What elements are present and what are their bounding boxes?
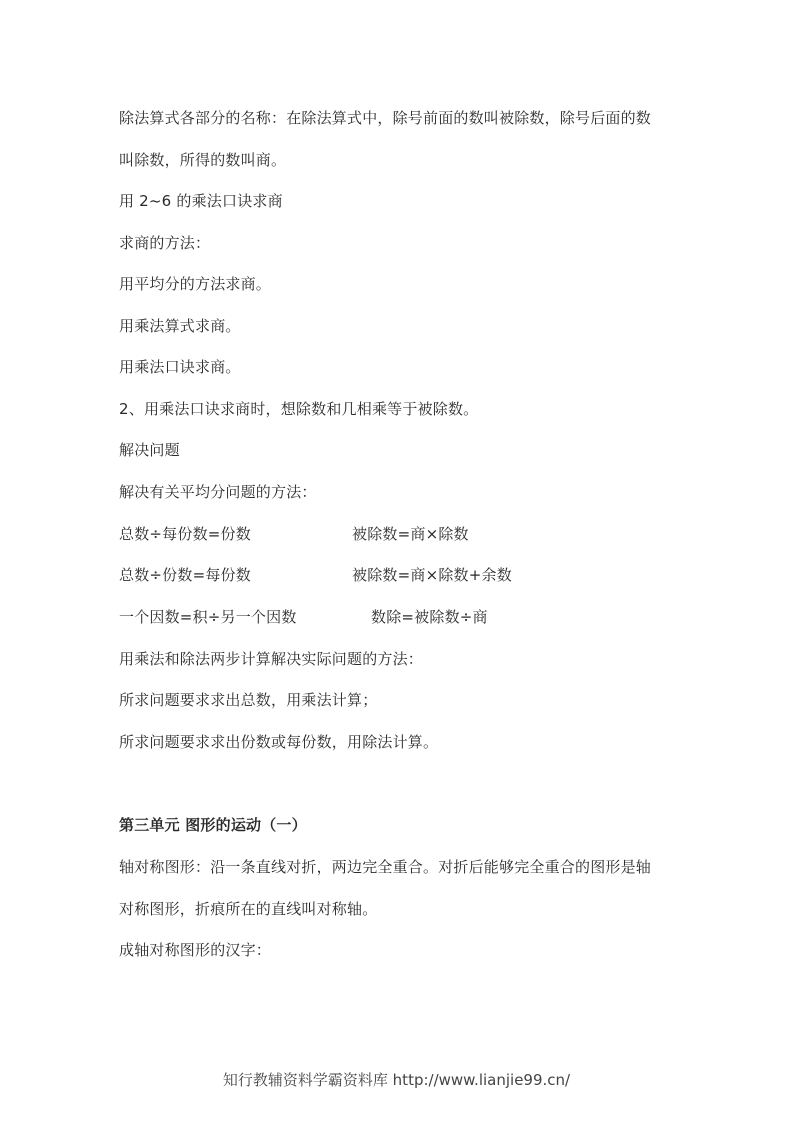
paragraph-division-terms: 除法算式各部分的名称：在除法算式中，除号前面的数叫被除数，除号后面的数 (119, 109, 652, 127)
method-item: 所求问题要求求出份数或每份数，用除法计算。 (119, 733, 439, 751)
formula-left: 一个因数=积÷另一个因数 (119, 608, 297, 626)
paragraph-tip: 2、用乘法口诀求商时，想除数和几相乘等于被除数。 (119, 400, 479, 418)
subheading-quotient-methods: 求商的方法： (119, 234, 211, 252)
subheading-symmetric-characters: 成轴对称图形的汉字： (119, 941, 272, 959)
section-heading: 第三单元 图形的运动（一） (119, 816, 307, 834)
paragraph-division-terms-cont: 叫除数，所得的数叫商。 (119, 151, 287, 169)
formula-left: 总数÷每份数=份数 (119, 525, 251, 543)
subheading-problem-solving: 解决问题 (119, 441, 180, 459)
formula-right: 被除数=商×除数+余数 (352, 566, 512, 584)
paragraph-axis-symmetry: 轴对称图形：沿一条直线对折，两边完全重合。对折后能够完全重合的图形是轴 (119, 858, 652, 876)
subheading-two-step: 用乘法和除法两步计算解决实际问题的方法： (119, 650, 424, 668)
method-item: 所求问题要求求出总数，用乘法计算； (119, 691, 378, 709)
formula-right: 被除数=商×除数 (352, 525, 469, 543)
method-item: 用乘法算式求商。 (119, 317, 241, 335)
method-item: 用平均分的方法求商。 (119, 275, 272, 293)
method-item: 用乘法口诀求商。 (119, 358, 241, 376)
subheading-multiplication-table: 用 2~6 的乘法口诀求商 (119, 192, 283, 210)
subheading-average-methods: 解决有关平均分问题的方法： (119, 483, 317, 501)
paragraph-axis-symmetry-cont: 对称图形，折痕所在的直线叫对称轴。 (119, 900, 378, 918)
footer-watermark: 知行教辅资料学霸资料库 http://www.lianjie99.cn/ (222, 1071, 571, 1089)
formula-left: 总数÷份数=每份数 (119, 566, 251, 584)
formula-right: 数除=被除数÷商 (371, 608, 488, 626)
